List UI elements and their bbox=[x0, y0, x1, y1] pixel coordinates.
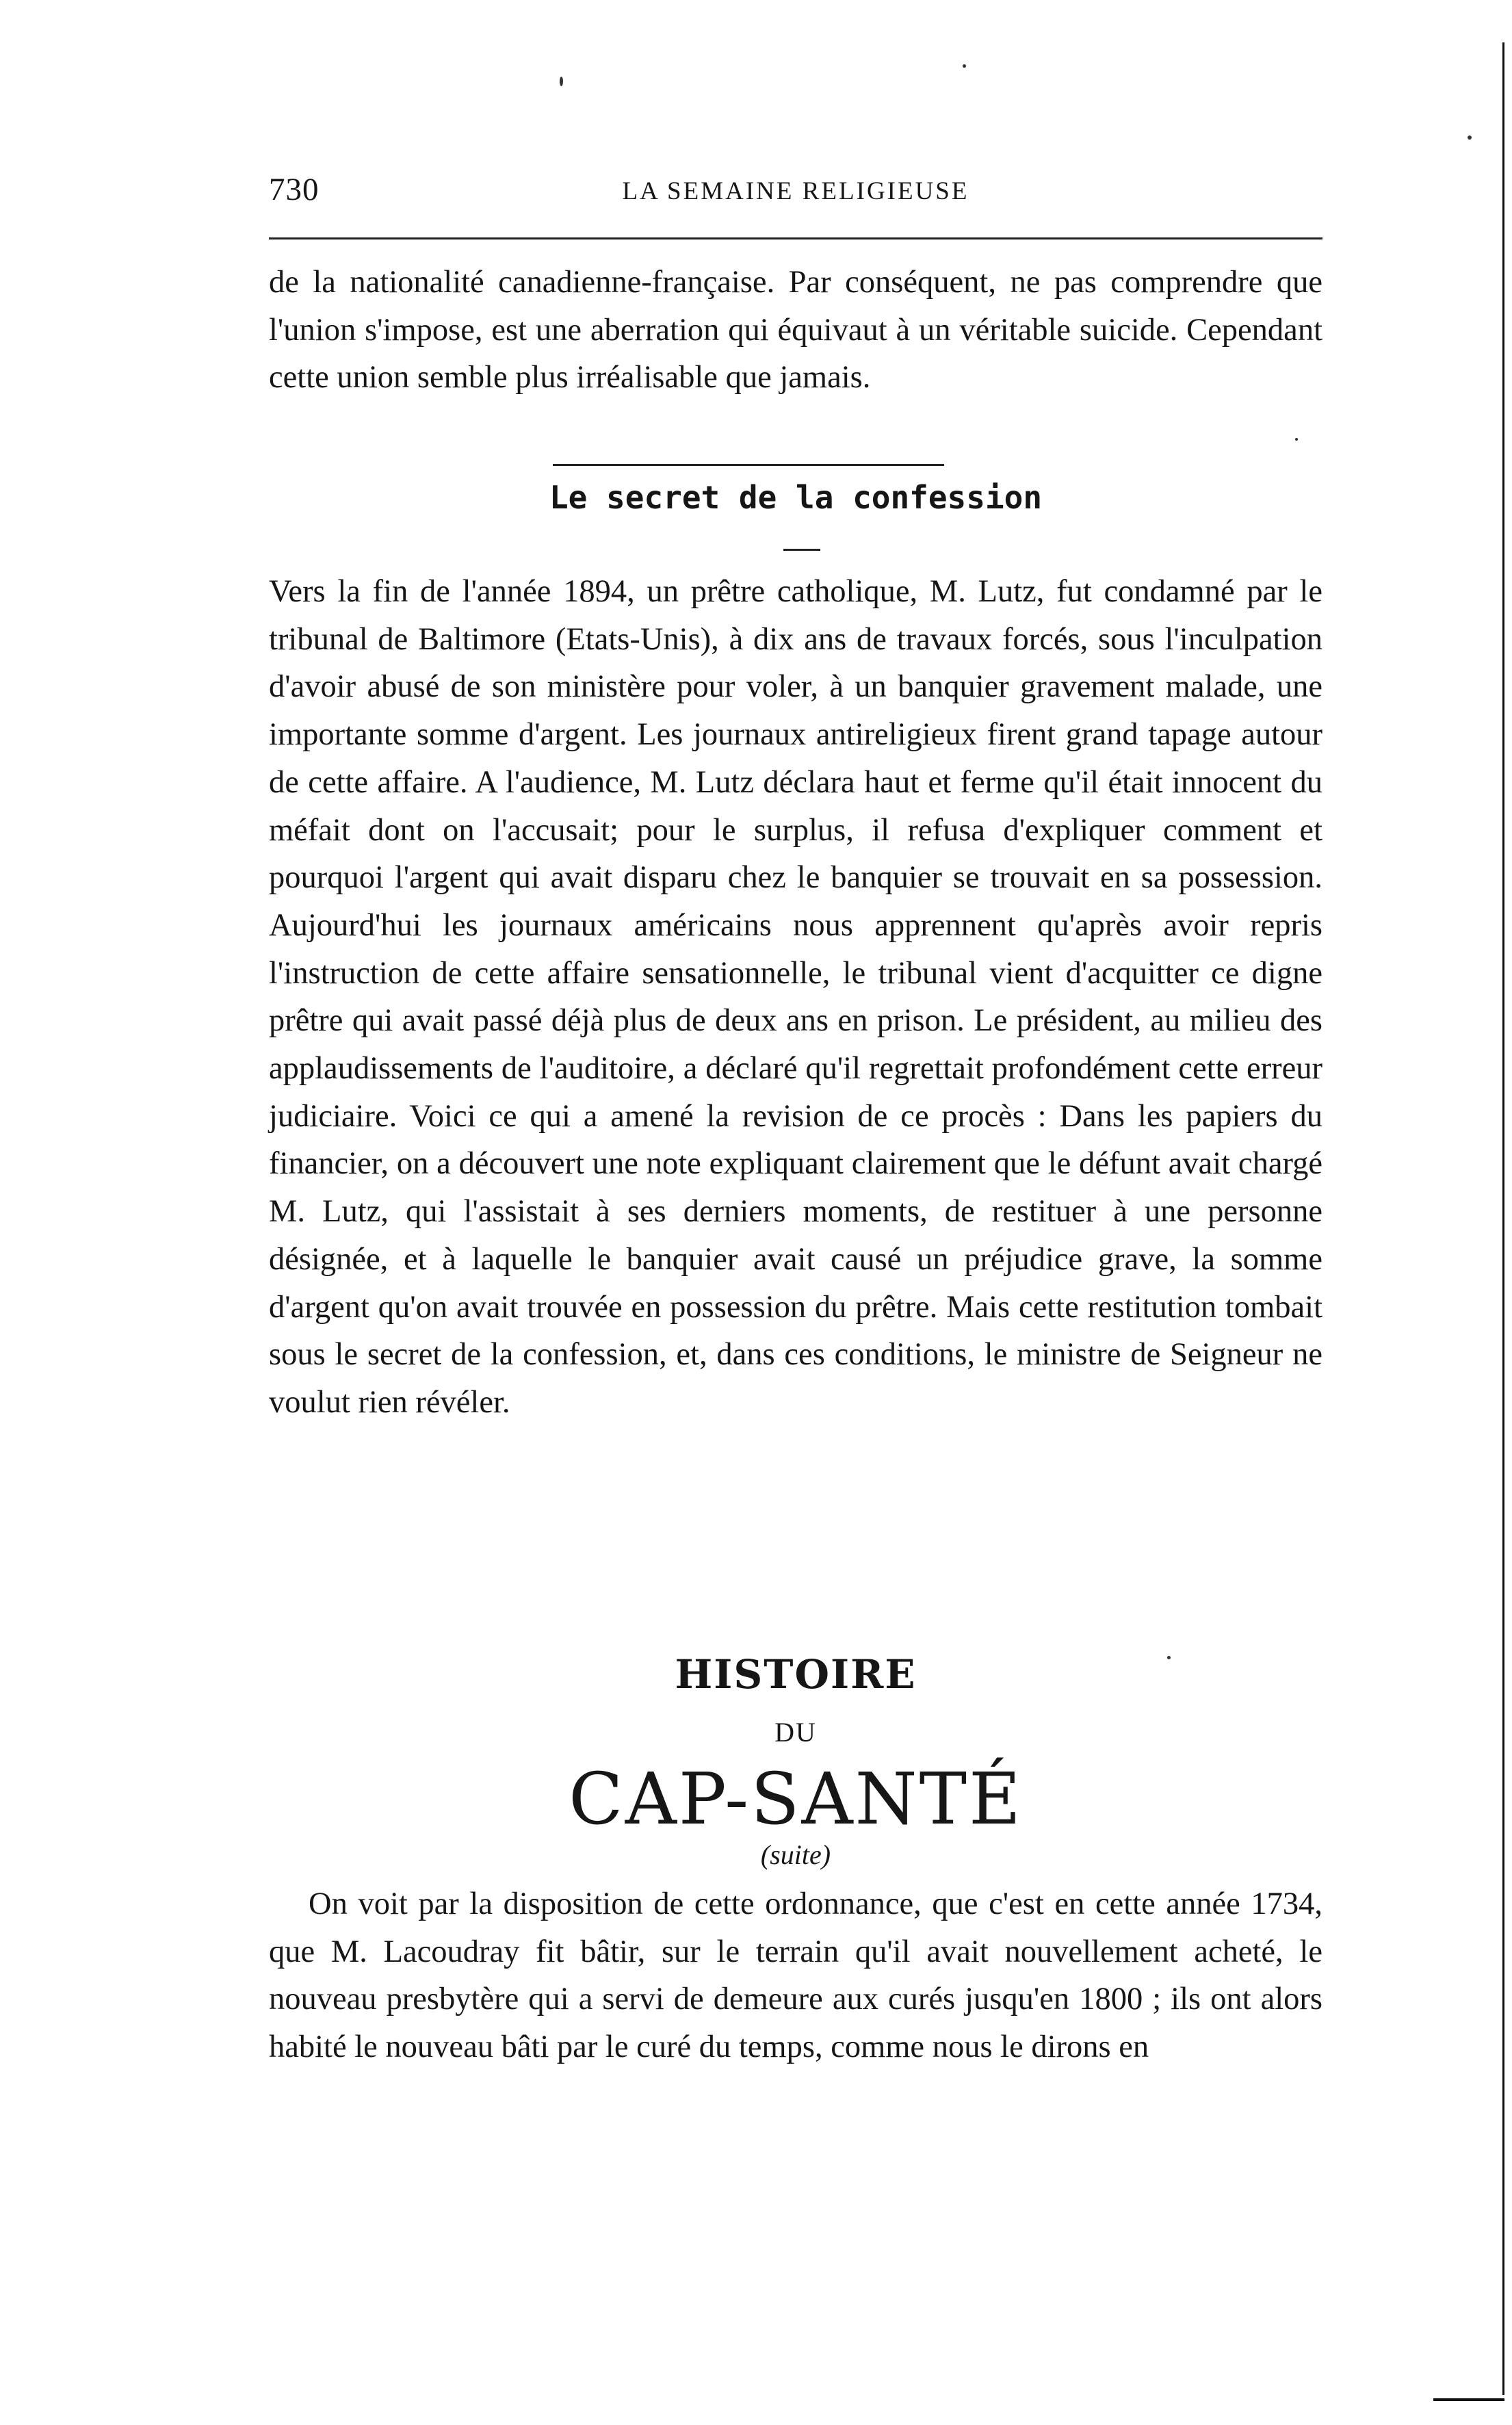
section-divider bbox=[553, 464, 944, 466]
speck bbox=[560, 77, 563, 86]
section-title: Le secret de la confession bbox=[549, 479, 1043, 516]
speck bbox=[963, 64, 966, 68]
page-edge-line bbox=[1502, 42, 1504, 2395]
header-rule bbox=[269, 237, 1322, 239]
intro-paragraph: de la nationalité canadienne-française. Par conséquent, ne pas comprendre que l'union s'impose, est une aberration qui équivaut à un véritable suicide. Cependant cette union semble plus irréalisable que jamais. bbox=[269, 265, 1322, 395]
article-heading-du: DU bbox=[774, 1717, 817, 1748]
article-heading-histoire: HISTOIRE bbox=[675, 1651, 917, 1698]
page-header bbox=[269, 171, 1322, 212]
article-heading-cap-sante: CAP-SANTÉ bbox=[569, 1757, 1023, 1841]
section-paragraph: Vers la fin de l'année 1894, un prêtre catholique, M. Lutz, fut condamné par le tribunal de Baltimore (Etats-Unis), à dix ans de travaux forcés, sous l'inculpation d'avoir abusé de son ministère pour voler, à un banquier gravement malade, une importante somme d'argent. Les journaux antireligieux firent grand tapage autour de cette affaire. A l'audience, M. Lutz déclara haut et ferme qu'il était innocent du méfait dont on l'accusait; pour le surplus, il refusa d'expliquer comment et pourquoi l'argent qui avait disparu chez le banquier se trouvait en sa possession. Aujourd'hui les journaux américains nous apprennent qu'après avoir repris l'instruction de cette affaire sensationnelle, le tribunal vient d'acquitter ce digne prêtre qui avait passé déjà plus de deux ans en prison. Le président, au milieu des applaudissements de l'auditoire, a déclaré qu'il regrettait profondément cette erreur judiciaire. Voici ce qui a amené la revision de ce procès : Dans les papiers du financier, on a découvert une note expliquant clairement que le défunt avait chargé M. Lutz, qui l'assistait à ses derniers moments, de restituer à une personne désignée, et à laquelle le banquier avait causé un préjudice grave, la somme d'argent qu'on avait trouvée en possession du prêtre. Mais cette restitution tombait sous le secret de la confession, et, dans ces conditions, le ministre de Seigneur ne voulut rien révéler. bbox=[269, 574, 1322, 1420]
article-paragraph: On voit par la disposition de cette ordonnance, que c'est en cette année 1734, que M. Lacoudray fit bâtir, sur le terrain qu'il avait nouvellement acheté, le nouveau presbytère qui a servi de demeure aux curés jusqu'en 1800 ; ils ont alors habité le nouveau bâti par le curé du temps, comme nous le dirons en bbox=[269, 1886, 1322, 2065]
article-subtitle: (suite) bbox=[760, 1839, 831, 1870]
running-head: LA SEMAINE RELIGIEUSE bbox=[622, 177, 969, 205]
speck bbox=[1167, 1656, 1171, 1659]
speck bbox=[1295, 438, 1298, 441]
page-edge-mark bbox=[1433, 2398, 1504, 2401]
title-dash bbox=[783, 549, 820, 551]
page-number: 730 bbox=[269, 172, 320, 207]
speck bbox=[1468, 135, 1472, 140]
